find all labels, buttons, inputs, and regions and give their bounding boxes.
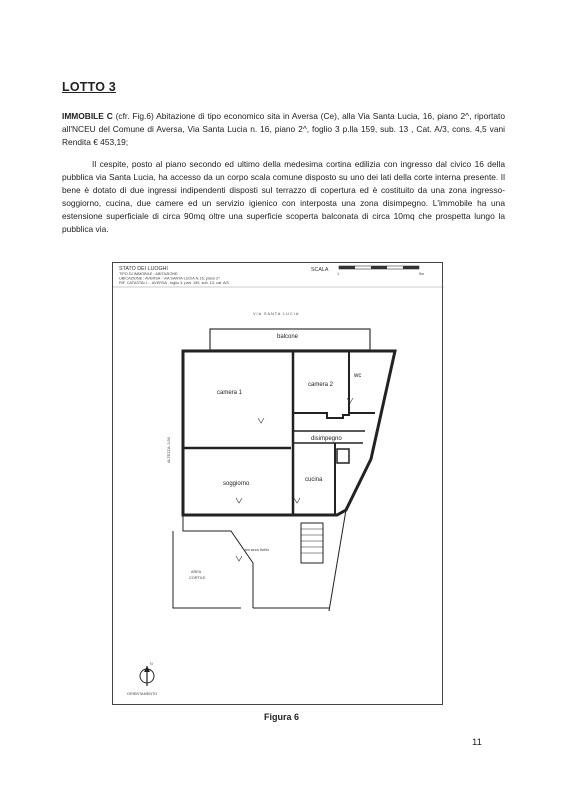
cortile-label: CORTILE <box>189 576 206 580</box>
page-number: 11 <box>472 737 482 748</box>
plan-header-cadastral: RIF. CATASTALI : - AVERSA , foglio 3, part. 159, sub. 13, cat. A/3 <box>119 281 229 285</box>
property-narrative: Il cespite, posto al piano secondo ed ultimo della medesima cortina edilizia con ingresso dal civico 16 della pubblica via Santa Lucia, ha accesso da un corpo scala comune disposto su uno dei lati della corte interna presente. Il bene è dotato di due ingressi indipendenti disposti sul terrazzo di copertura ed è costituito da una zona ingresso-soggiorno, cucina, due camere ed un servizio igienico con interposta una zona disimpegno. L'immobile ha una estensione superficiale di circa 90mq oltre una superficie scoperta balconata di circa 10mq che prospetta lungo la pubblica via. <box>62 159 505 234</box>
room-label-cucina: cucina <box>305 477 323 483</box>
plan-header-location: UBICAZIONE : AVERSA - VIA SANTA LUCIA N.16, piano 2^ <box>119 276 221 281</box>
room-label-disimpegno: disimpegno <box>311 436 342 442</box>
apartment-walls <box>173 351 395 611</box>
north-arrow-icon <box>140 666 154 686</box>
property-label: IMMOBILE C <box>62 111 113 121</box>
street-label: VIA SANTA LUCIA <box>253 312 300 316</box>
room-label-balcone: balcone <box>277 334 299 340</box>
area-label: AREA <box>191 570 202 574</box>
orientation-label: ORIENTAMENTO <box>127 692 158 696</box>
scale-zero: 1 <box>337 272 340 276</box>
property-details: (cfr. Fig.6) Abitazione di tipo economico sita in Aversa (Ce), alla Via Santa Lucia, 16, piano 2^, riportato all'NCEU del Comune di Aversa, Via Santa Lucia n. 16, piano 2^, foglio 3 p.lla 159, sub. 13 , Cat. A/3, cons. 4,5 vani Rendita € 453,19; <box>62 111 505 147</box>
scale-end: 5m <box>419 272 425 276</box>
room-label-soggiorno: soggiorno <box>223 481 250 487</box>
scale-bar <box>339 266 419 269</box>
section-heading: LOTTO 3 <box>62 80 116 94</box>
scale-label: SCALA <box>311 267 329 273</box>
floor-plan <box>112 262 443 705</box>
room-label-camera1: camera 1 <box>217 390 243 396</box>
north-label: N <box>150 662 153 666</box>
plan-header-title: STATO DEI LUOGHI <box>119 266 168 272</box>
figure-caption: Figura 6 <box>263 712 299 722</box>
room-label-terrazza: terrazza livello <box>245 548 270 552</box>
plan-header-type: TIPO DI IMMOBILE : ABITAZIONE <box>119 272 178 276</box>
height-label: ALTEZZA: 3,50 <box>167 437 171 463</box>
property-description <box>62 110 505 149</box>
room-label-wc: wc <box>354 373 362 379</box>
room-label-camera2: camera 2 <box>308 382 334 388</box>
